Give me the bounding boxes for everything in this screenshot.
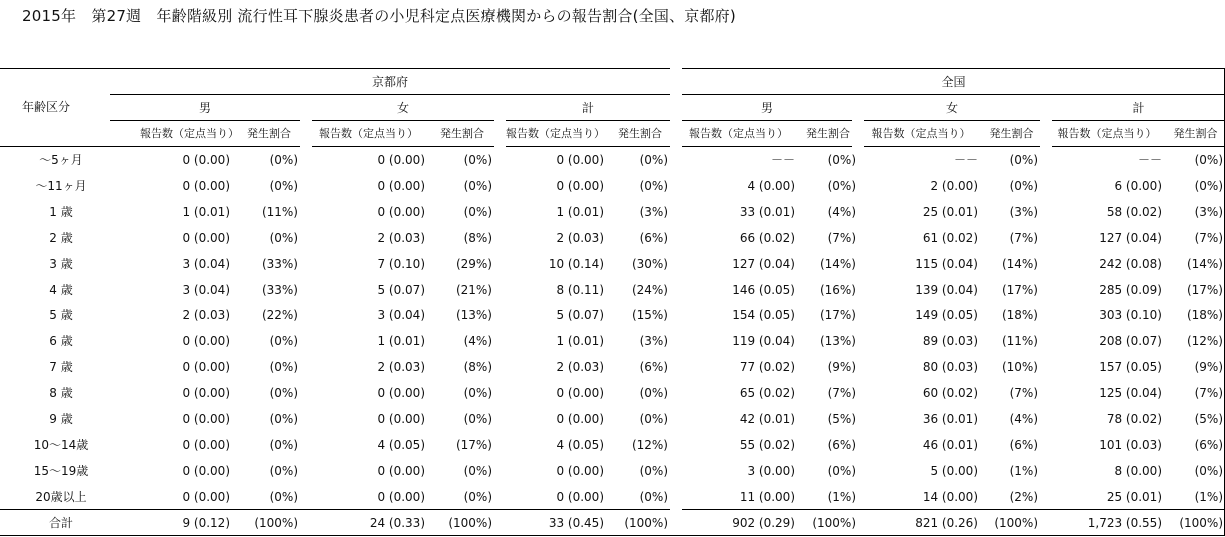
age-label: 5 歳 bbox=[49, 308, 73, 323]
page-title: 2015年 第27週 年齢階級別 流行性耳下腺炎患者の小児科定点医療機関からの報告割合(全国、京都府) bbox=[22, 7, 736, 25]
report-count: 78 (0.02) bbox=[1106, 412, 1162, 426]
ratio-value: (6%) bbox=[827, 437, 856, 452]
report-count: 0 (0.00) bbox=[556, 463, 604, 478]
ratio-value: (6%) bbox=[639, 230, 668, 245]
rule-sub-1-0 bbox=[682, 146, 852, 147]
ratio-value: (100%) bbox=[624, 516, 668, 530]
ratio-value: (0%) bbox=[463, 463, 492, 478]
col-header-ratio: 発生割合 bbox=[989, 127, 1034, 140]
rule-total-right bbox=[682, 509, 1225, 510]
ratio-value: (0%) bbox=[639, 463, 668, 478]
report-count: 285 (0.09) bbox=[1099, 282, 1162, 297]
report-count: 2 (0.03) bbox=[556, 230, 604, 245]
ratio-value: (0%) bbox=[827, 153, 856, 167]
ratio-value: (9%) bbox=[827, 360, 856, 375]
ratio-value: (0%) bbox=[827, 178, 856, 193]
report-count: 65 (0.02) bbox=[739, 386, 795, 401]
report-count: 127 (0.04) bbox=[732, 256, 795, 271]
report-count: 0 (0.00) bbox=[556, 153, 604, 167]
report-count: 4 (0.00) bbox=[747, 178, 795, 193]
ratio-value: (6%) bbox=[639, 360, 668, 375]
ratio-value: (0%) bbox=[269, 437, 298, 452]
ratio-value: (7%) bbox=[827, 386, 856, 401]
report-count: 89 (0.03) bbox=[922, 334, 978, 349]
report-count: －－ bbox=[770, 153, 795, 167]
ratio-value: (0%) bbox=[827, 463, 856, 478]
rule-bottom bbox=[0, 535, 1225, 536]
report-count: 3 (0.04) bbox=[377, 308, 425, 323]
ratio-value: (3%) bbox=[639, 204, 668, 219]
report-count: 157 (0.05) bbox=[1099, 360, 1162, 375]
report-count: 303 (0.10) bbox=[1099, 308, 1162, 323]
report-count: 46 (0.01) bbox=[922, 437, 978, 452]
report-count: 0 (0.00) bbox=[556, 412, 604, 426]
sex-header: 計 bbox=[1132, 101, 1145, 115]
rule-sub-0-2 bbox=[506, 146, 670, 147]
age-label: 10〜14歳 bbox=[33, 437, 89, 452]
report-count: 4 (0.05) bbox=[377, 437, 425, 452]
report-count: 0 (0.00) bbox=[182, 153, 230, 167]
age-label: 1 歳 bbox=[49, 204, 73, 219]
ratio-value: (0%) bbox=[1194, 178, 1223, 193]
col-header-ratio: 発生割合 bbox=[247, 127, 291, 140]
col-header-report: 報告数（定点当り） bbox=[1057, 127, 1157, 140]
rule-sex-0-2 bbox=[506, 120, 670, 121]
rule-sub-1-1 bbox=[864, 146, 1040, 147]
report-count: 36 (0.01) bbox=[922, 412, 978, 426]
ratio-value: (8%) bbox=[463, 230, 492, 245]
report-count: 5 (0.07) bbox=[556, 308, 604, 323]
ratio-value: (0%) bbox=[1194, 153, 1223, 167]
sex-header: 男 bbox=[760, 101, 773, 115]
ratio-value: (18%) bbox=[1001, 308, 1038, 323]
rule-sex-1-2 bbox=[1052, 120, 1225, 121]
ratio-value: (24%) bbox=[631, 282, 668, 297]
report-count: 33 (0.45) bbox=[548, 516, 604, 530]
report-count: 0 (0.00) bbox=[182, 178, 230, 193]
ratio-value: (12%) bbox=[1186, 334, 1223, 349]
report-count: 139 (0.04) bbox=[915, 282, 978, 297]
ratio-value: (22%) bbox=[261, 308, 298, 323]
age-header: 年齢区分 bbox=[21, 100, 70, 114]
report-count: 125 (0.04) bbox=[1099, 386, 1162, 401]
report-count: 0 (0.00) bbox=[377, 178, 425, 193]
col-header-ratio: 発生割合 bbox=[1173, 127, 1218, 140]
ratio-value: (7%) bbox=[1009, 386, 1038, 401]
ratio-value: (0%) bbox=[269, 178, 298, 193]
report-count: 25 (0.01) bbox=[922, 204, 978, 219]
col-header-ratio: 発生割合 bbox=[618, 127, 662, 140]
report-count: 821 (0.26) bbox=[915, 516, 978, 530]
ratio-value: (11%) bbox=[261, 204, 298, 219]
report-count: 55 (0.02) bbox=[739, 437, 795, 452]
rule-top-left bbox=[0, 68, 670, 69]
ratio-value: (3%) bbox=[1009, 204, 1038, 219]
ratio-value: (14%) bbox=[1186, 256, 1223, 271]
report-count: 1 (0.01) bbox=[182, 204, 230, 219]
report-count: 5 (0.07) bbox=[377, 282, 425, 297]
age-label: 6 歳 bbox=[49, 334, 73, 349]
report-count: 3 (0.04) bbox=[182, 282, 230, 297]
ratio-value: (5%) bbox=[827, 412, 856, 426]
ratio-value: (0%) bbox=[639, 386, 668, 401]
ratio-value: (4%) bbox=[827, 204, 856, 219]
report-count: 0 (0.00) bbox=[377, 463, 425, 478]
report-count: 0 (0.00) bbox=[377, 412, 425, 426]
report-count: 80 (0.03) bbox=[922, 360, 978, 375]
report-count: 10 (0.14) bbox=[548, 256, 604, 271]
ratio-value: (8%) bbox=[463, 360, 492, 375]
col-header-ratio: 発生割合 bbox=[440, 127, 484, 140]
ratio-value: (30%) bbox=[631, 256, 668, 271]
ratio-value: (17%) bbox=[819, 308, 856, 323]
report-count: 14 (0.00) bbox=[922, 489, 978, 504]
ratio-value: (14%) bbox=[819, 256, 856, 271]
ratio-value: (0%) bbox=[463, 153, 492, 167]
ratio-value: (13%) bbox=[819, 334, 856, 349]
age-label: 合計 bbox=[48, 516, 73, 530]
age-label: 2 歳 bbox=[49, 230, 73, 245]
report-count: 1,723 (0.55) bbox=[1087, 516, 1162, 530]
report-count: 0 (0.00) bbox=[377, 386, 425, 401]
rule-region-1 bbox=[682, 94, 1225, 95]
ratio-value: (9%) bbox=[1194, 360, 1223, 375]
ratio-value: (0%) bbox=[1194, 463, 1223, 478]
rule-sub-0-1 bbox=[312, 146, 494, 147]
ratio-value: (5%) bbox=[1194, 412, 1223, 426]
ratio-value: (0%) bbox=[463, 204, 492, 219]
rule-sex-1-1 bbox=[864, 120, 1040, 121]
ratio-value: (0%) bbox=[463, 489, 492, 504]
report-count: 9 (0.12) bbox=[182, 516, 230, 530]
ratio-value: (7%) bbox=[827, 230, 856, 245]
report-count: 60 (0.02) bbox=[922, 386, 978, 401]
ratio-value: (100%) bbox=[254, 516, 298, 530]
col-header-report: 報告数（定点当り） bbox=[871, 127, 971, 140]
report-count: 8 (0.00) bbox=[1114, 463, 1162, 478]
report-count: 0 (0.00) bbox=[182, 334, 230, 349]
ratio-value: (0%) bbox=[639, 412, 668, 426]
ratio-value: (1%) bbox=[1009, 463, 1038, 478]
ratio-value: (33%) bbox=[261, 256, 298, 271]
ratio-value: (3%) bbox=[639, 334, 668, 349]
report-count: 42 (0.01) bbox=[739, 412, 795, 426]
ratio-value: (1%) bbox=[1194, 489, 1223, 504]
report-count: 902 (0.29) bbox=[732, 516, 795, 530]
ratio-value: (10%) bbox=[1001, 360, 1038, 375]
report-count: 0 (0.00) bbox=[377, 153, 425, 167]
report-count: 61 (0.02) bbox=[922, 230, 978, 245]
age-label: 4 歳 bbox=[49, 282, 73, 297]
ratio-value: (13%) bbox=[455, 308, 492, 323]
ratio-value: (14%) bbox=[1001, 256, 1038, 271]
ratio-value: (0%) bbox=[269, 412, 298, 426]
report-count: 8 (0.11) bbox=[556, 282, 604, 297]
ratio-value: (0%) bbox=[463, 178, 492, 193]
ratio-value: (17%) bbox=[1186, 282, 1223, 297]
report-count: 149 (0.05) bbox=[915, 308, 978, 323]
col-header-report: 報告数（定点当り） bbox=[140, 127, 239, 140]
report-count: 0 (0.00) bbox=[182, 437, 230, 452]
ratio-value: (100%) bbox=[812, 516, 856, 530]
report-count: 2 (0.03) bbox=[182, 308, 230, 323]
report-count: 2 (0.03) bbox=[556, 360, 604, 375]
age-label: 15〜19歳 bbox=[33, 463, 89, 478]
ratio-value: (0%) bbox=[269, 230, 298, 245]
ratio-value: (100%) bbox=[994, 516, 1038, 530]
rule-sex-1-0 bbox=[682, 120, 852, 121]
sex-header: 男 bbox=[198, 101, 211, 115]
sex-header: 女 bbox=[396, 101, 409, 115]
ratio-value: (18%) bbox=[1186, 308, 1223, 323]
report-count: 3 (0.04) bbox=[182, 256, 230, 271]
report-count: 3 (0.00) bbox=[747, 463, 795, 478]
ratio-value: (21%) bbox=[455, 282, 492, 297]
report-count: 2 (0.03) bbox=[377, 360, 425, 375]
report-count: 242 (0.08) bbox=[1099, 256, 1162, 271]
report-count: 1 (0.01) bbox=[377, 334, 425, 349]
ratio-value: (7%) bbox=[1194, 386, 1223, 401]
report-count: 146 (0.05) bbox=[732, 282, 795, 297]
report-count: 1 (0.01) bbox=[556, 334, 604, 349]
report-count: 11 (0.00) bbox=[739, 489, 795, 504]
ratio-value: (100%) bbox=[1179, 516, 1223, 530]
rule-sex-0-1 bbox=[312, 120, 494, 121]
ratio-value: (11%) bbox=[1001, 334, 1038, 349]
ratio-value: (3%) bbox=[1194, 204, 1223, 219]
report-count: 0 (0.00) bbox=[182, 489, 230, 504]
col-header-report: 報告数（定点当り） bbox=[319, 127, 418, 140]
col-header-report: 報告数（定点当り） bbox=[689, 127, 788, 140]
col-header-ratio: 発生割合 bbox=[806, 127, 850, 140]
age-label: 20歳以上 bbox=[35, 489, 87, 504]
region-header: 全国 bbox=[941, 75, 966, 89]
report-count: 0 (0.00) bbox=[182, 360, 230, 375]
report-count: 0 (0.00) bbox=[377, 489, 425, 504]
ratio-value: (6%) bbox=[1009, 437, 1038, 452]
ratio-value: (0%) bbox=[269, 360, 298, 375]
report-count: 2 (0.00) bbox=[930, 178, 978, 193]
report-count: 127 (0.04) bbox=[1099, 230, 1162, 245]
report-count: 0 (0.00) bbox=[182, 386, 230, 401]
sex-header: 女 bbox=[945, 101, 958, 115]
ratio-value: (0%) bbox=[463, 386, 492, 401]
report-count: 25 (0.01) bbox=[1106, 489, 1162, 504]
age-label: 3 歳 bbox=[49, 256, 73, 271]
report-count: －－ bbox=[953, 153, 978, 167]
report-count: 6 (0.00) bbox=[1114, 178, 1162, 193]
report-count: 77 (0.02) bbox=[739, 360, 795, 375]
ratio-value: (0%) bbox=[639, 153, 668, 167]
report-count: 0 (0.00) bbox=[182, 412, 230, 426]
report-count: 0 (0.00) bbox=[182, 463, 230, 478]
report-count: 2 (0.03) bbox=[377, 230, 425, 245]
report-count: 66 (0.02) bbox=[739, 230, 795, 245]
report-count: 5 (0.00) bbox=[930, 463, 978, 478]
ratio-value: (0%) bbox=[269, 153, 298, 167]
region-header: 京都府 bbox=[371, 75, 408, 89]
ratio-value: (7%) bbox=[1009, 230, 1038, 245]
ratio-value: (0%) bbox=[1009, 153, 1038, 167]
report-count: 0 (0.00) bbox=[556, 386, 604, 401]
rule-sub-0-0 bbox=[110, 146, 300, 147]
rule-total-left bbox=[0, 509, 670, 510]
ratio-value: (17%) bbox=[1001, 282, 1038, 297]
ratio-value: (0%) bbox=[463, 412, 492, 426]
rule-age-header bbox=[0, 146, 110, 147]
col-header-report: 報告数（定点当り） bbox=[506, 127, 605, 140]
age-label: 9 歳 bbox=[49, 412, 73, 426]
report-count: 208 (0.07) bbox=[1099, 334, 1162, 349]
report-count: 0 (0.00) bbox=[182, 230, 230, 245]
report-count: 101 (0.03) bbox=[1099, 437, 1162, 452]
report-count: 7 (0.10) bbox=[377, 256, 425, 271]
report-count: 154 (0.05) bbox=[732, 308, 795, 323]
ratio-value: (2%) bbox=[1009, 489, 1038, 504]
rule-sex-0-0 bbox=[110, 120, 300, 121]
ratio-value: (0%) bbox=[269, 463, 298, 478]
ratio-value: (29%) bbox=[455, 256, 492, 271]
ratio-value: (0%) bbox=[269, 386, 298, 401]
report-count: －－ bbox=[1137, 153, 1162, 167]
ratio-value: (100%) bbox=[448, 516, 492, 530]
age-label: 8 歳 bbox=[49, 386, 73, 401]
ratio-value: (0%) bbox=[1009, 178, 1038, 193]
report-count: 119 (0.04) bbox=[732, 334, 795, 349]
ratio-value: (0%) bbox=[639, 489, 668, 504]
ratio-value: (4%) bbox=[463, 334, 492, 349]
report-count: 24 (0.33) bbox=[369, 516, 425, 530]
report-count: 4 (0.05) bbox=[556, 437, 604, 452]
rule-top-right bbox=[682, 68, 1225, 69]
report-count: 0 (0.00) bbox=[377, 204, 425, 219]
report-count: 115 (0.04) bbox=[915, 256, 978, 271]
ratio-value: (7%) bbox=[1194, 230, 1223, 245]
rule-region-0 bbox=[110, 94, 670, 95]
ratio-value: (12%) bbox=[631, 437, 668, 452]
report-count: 58 (0.02) bbox=[1106, 204, 1162, 219]
ratio-value: (17%) bbox=[455, 437, 492, 452]
ratio-value: (16%) bbox=[819, 282, 856, 297]
ratio-value: (15%) bbox=[631, 308, 668, 323]
ratio-value: (0%) bbox=[639, 178, 668, 193]
age-label: 〜11ヶ月 bbox=[35, 178, 87, 193]
report-count: 0 (0.00) bbox=[556, 489, 604, 504]
report-count: 0 (0.00) bbox=[556, 178, 604, 193]
ratio-value: (0%) bbox=[269, 334, 298, 349]
report-count: 33 (0.01) bbox=[739, 204, 795, 219]
ratio-value: (33%) bbox=[261, 282, 298, 297]
ratio-value: (4%) bbox=[1009, 412, 1038, 426]
age-label: 〜5ヶ月 bbox=[39, 153, 83, 167]
ratio-value: (6%) bbox=[1194, 437, 1223, 452]
ratio-value: (0%) bbox=[269, 489, 298, 504]
report-count: 1 (0.01) bbox=[556, 204, 604, 219]
rule-sub-1-2 bbox=[1052, 146, 1225, 147]
ratio-value: (1%) bbox=[827, 489, 856, 504]
sex-header: 計 bbox=[581, 101, 594, 115]
age-label: 7 歳 bbox=[49, 360, 73, 375]
